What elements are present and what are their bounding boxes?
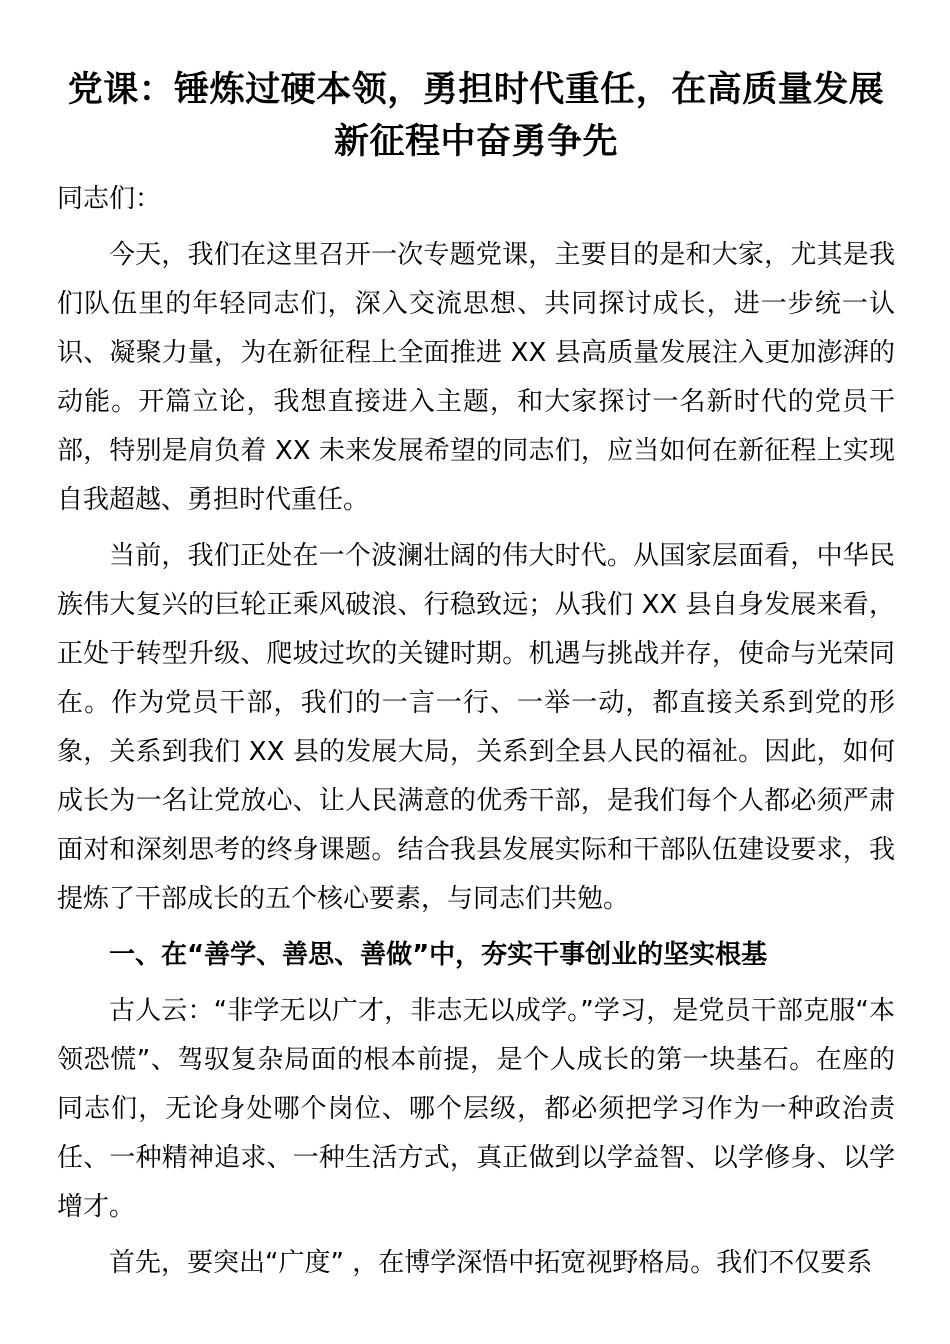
salutation: 同志们： xyxy=(57,184,162,214)
section-heading-1: 一、在“善学、善思、善做”中，夯实干事创业的坚实根基 xyxy=(109,940,768,970)
document-title: 党课：锤炼过硬本领，勇担时代重任，在高质量发展新征程中奋勇争先 xyxy=(67,70,885,162)
body-paragraph-1: 今天，我们在这里召开一次专题党课，主要目的是和大家，尤其是我们队伍里的年轻同志们，深入交流思想、共同探讨成长，进一步统一认识、凝聚力量，为在新征程上全面推进 XX 县高质量发展注入更加澎湃的动能。开篇立论，我想直接进入主题，和大家探讨一名新时代的党员干部，特别是肩负着 XX 未来发展希望的同志们，应当如何在新征程上实现自我超越、勇担时代重任。 xyxy=(57,240,895,515)
body-paragraph-3: 古人云：“非学无以广才，非志无以成学。”学习，是党员干部克服“本领恐慌”、驾驭复杂局面的根本前提，是个人成长的第一块基石。在座的同志们，无论身处哪个岗位、哪个层级，都必须把学习作为一种政治责任、一种精神追求、一种生活方式，真正做到以学益智、以学修身、以学增才。 xyxy=(57,996,895,1222)
body-paragraph-2: 当前，我们正处在一个波澜壮阔的伟大时代。从国家层面看，中华民族伟大复兴的巨轮正乘风破浪、行稳致远；从我们 XX 县自身发展来看，正处于转型升级、爬坡过坎的关键时期。机遇与挑战并存，使命与光荣同在。作为党员干部，我们的一言一行、一举一动，都直接关系到党的形象，关系到我们 XX 县的发展大局，关系到全县人民的福祉。因此，如何成长为一名让党放心、让人民满意的优秀干部，是我们每个人都必须严肃面对和深刻思考的终身课题。结合我县发展实际和干部队伍建设要求，我提炼了干部成长的五个核心要素，与同志们共勉。 xyxy=(57,541,895,914)
body-paragraph-4-truncated: 首先，要突出“广度” ，在博学深悟中拓宽视野格局。我们不仅要系 xyxy=(109,1248,873,1278)
